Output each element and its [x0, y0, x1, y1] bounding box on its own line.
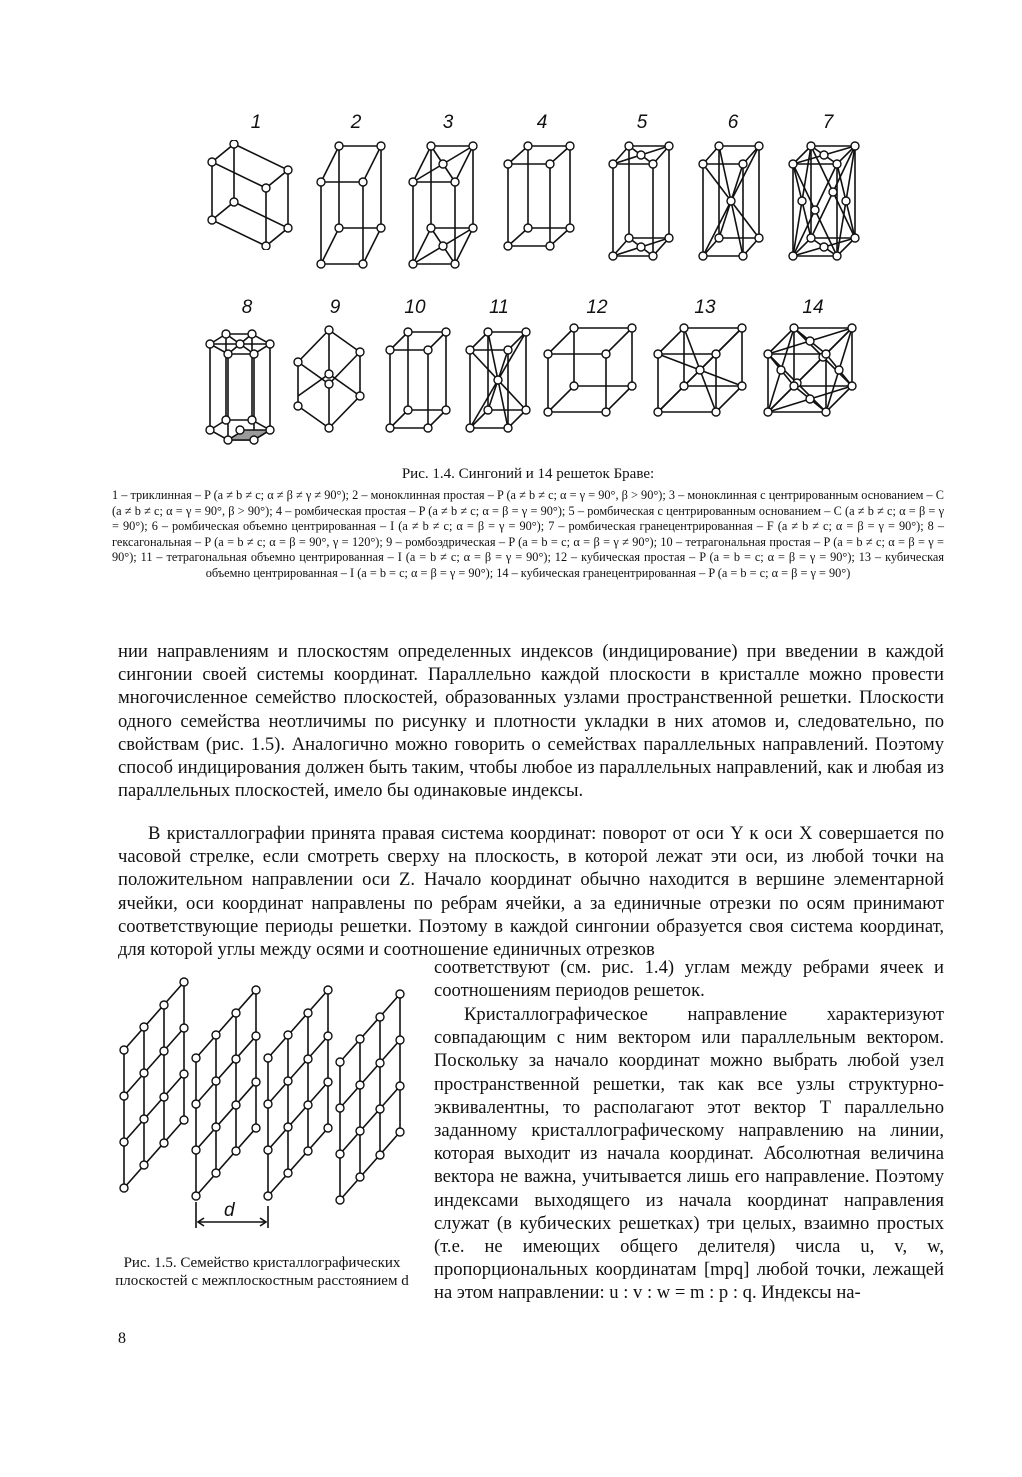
lattice-label-6: 6: [727, 112, 739, 133]
figure-1-5-caption: Рис. 1.5. Семейство кристаллографических плоскостей с межплоскостным расстоянием d: [115, 1255, 409, 1289]
distance-d-label: d: [224, 1200, 235, 1221]
lattice-10-tetragonal: [382, 324, 454, 436]
paragraph-2: В кристаллографии принята правая система координат: поворот от оси Y к оси X совершается по часовой стрелке, если смотреть сверху на плоскость, в которой лежат эти оси, из любой точки на положительном направлении оси Z. Начало координат обычно находится в вершине элементарной ячейки, оси координат направлены по ребрам ячейки, а за единичные отрезки по осям принимают соответствующие периоды решетки. Поэтому в каждой сингонии образуется своя система координат, для которой углы между осями и соотношение единичных отрезков: [118, 823, 944, 961]
figure-1-4-caption-title: Рис. 1.4. Сингоний и 14 решеток Браве:: [401, 466, 655, 482]
lattice-12-cubic: [540, 320, 640, 424]
paragraph-1: нии направлениям и плоскостям определенных индексов (индицирование) при введении в каждой сингонии своей системы координат. Параллельно каждой плоскости в кристалле можно провести многочисленное семейство плоскостей, образованных узлами пространственной решетки. Плоскости одного семейства неотличимы по рисунку и плотности укладки в них атомов и, следовательно, по свойствам (рис. 1.5). Аналогично можно говорить о семействах параллельных направлений. Поэтому способ индицирования должен быть таким, чтобы любое из параллельных направлений, как и любая из параллельных плоскостей, имело бы одинаковые индексы.: [118, 641, 944, 802]
lattice-label-9: 9: [329, 297, 341, 318]
lattice-6-orthorhombic-i: [695, 138, 767, 270]
lattice-label-12: 12: [586, 297, 608, 318]
page-number: 8: [118, 1330, 126, 1347]
figure-1-5-planes: [112, 970, 412, 1232]
lattice-11-tetragonal-i: [462, 324, 534, 436]
lattice-label-13: 13: [694, 297, 716, 318]
paragraph-4: Кристаллографическое направление характеризуют совпадающим с ним вектором или параллельным вектором. Поскольку за начало координат можно выбрать любой узел пространственной решетки, так как все узлы структурно-эквивалентны, то располагают этот вектор T параллельно заданному кристаллографическому направлению на линии, которая выходит из начала координат. Абсолютная величина вектора не важна, учитывается лишь его направление. Поэтому индексами выходящего из начала координат направления служат (в кубических решетках) три целых, взаимно простых (т.е. не имеющих общего делителя) числа u, v, w, пропорциональных координатам [mpq] любой точки, лежащей на этом направлении: u : v : w = m : p : q. Индексы на-: [434, 1004, 944, 1304]
lattice-3-monoclinic-c: [405, 138, 485, 270]
lattice-2-monoclinic: [313, 138, 393, 270]
lattice-label-8: 8: [241, 297, 253, 318]
lattice-1-triclinic: [200, 140, 296, 250]
lattice-label-7: 7: [822, 112, 834, 133]
lattice-label-11: 11: [489, 297, 509, 318]
paragraph-3: соответствуют (см. рис. 1.4) углам между ребрами ячеек и соотношениям периодов решеток.: [434, 957, 944, 1002]
lattice-label-14: 14: [802, 297, 824, 318]
lattice-9-rhombohedral: [292, 324, 366, 434]
lattice-label-5: 5: [636, 112, 648, 133]
lattice-label-3: 3: [442, 112, 454, 133]
lattice-label-1: 1: [250, 112, 262, 133]
lattice-14-cubic-f: [760, 320, 860, 424]
lattice-label-4: 4: [536, 112, 548, 133]
lattice-13-cubic-i: [650, 320, 750, 424]
lattice-8-hexagonal: [200, 322, 282, 446]
lattice-label-10: 10: [404, 297, 426, 318]
lattice-4-orthorhombic: [500, 138, 580, 270]
lattice-5-orthorhombic-c: [605, 138, 677, 270]
lattice-7-orthorhombic-f: [785, 138, 865, 270]
figure-1-4-caption-body: 1 – триклинная – P (a ≠ b ≠ c; α ≠ β ≠ γ ≠ 90°); 2 – моноклинная простая – P (a ≠ b ≠ c; α = γ = 90°, β > 90°); 3 – моноклинная с центрированным основанием – C (a ≠ b ≠ c; α = γ = 90°, β > 90°); 4 – ромбическая простая – P (a ≠ b ≠ c; α = β = γ = 90°); 5 – ромбическая с центрированным основанием – C (a ≠ b ≠ c; α = β = γ = 90°); 6 – ромбическая объемно центрированная – I (a ≠ b ≠ c; α = β = γ = 90°); 7 – ромбическая гранецентрированная – F (a ≠ b ≠ c; α = β = γ = 90°); 8 – гексагональная – P (a = b ≠ c; α = β = 90°, γ = 120°); 9 – ромбоэдрическая – P (a = b = c; α = β = γ ≠ 90°); 10 – тетрагональная простая – P (a = b ≠ c; α = β = γ = 90°); 11 – тетрагональная объемно центрированная – I (a = b ≠ c; α = β = γ = 90°); 12 – кубическая простая – P (a = b = c; α = β = γ = 90°); 13 – кубическая объемно центрированная – I (a = b = c; α = β = γ = 90°); 14 – кубическая гранецентрированная – P (a = b = c; α = β = γ = 90°): [112, 488, 944, 580]
lattice-label-2: 2: [350, 112, 362, 133]
